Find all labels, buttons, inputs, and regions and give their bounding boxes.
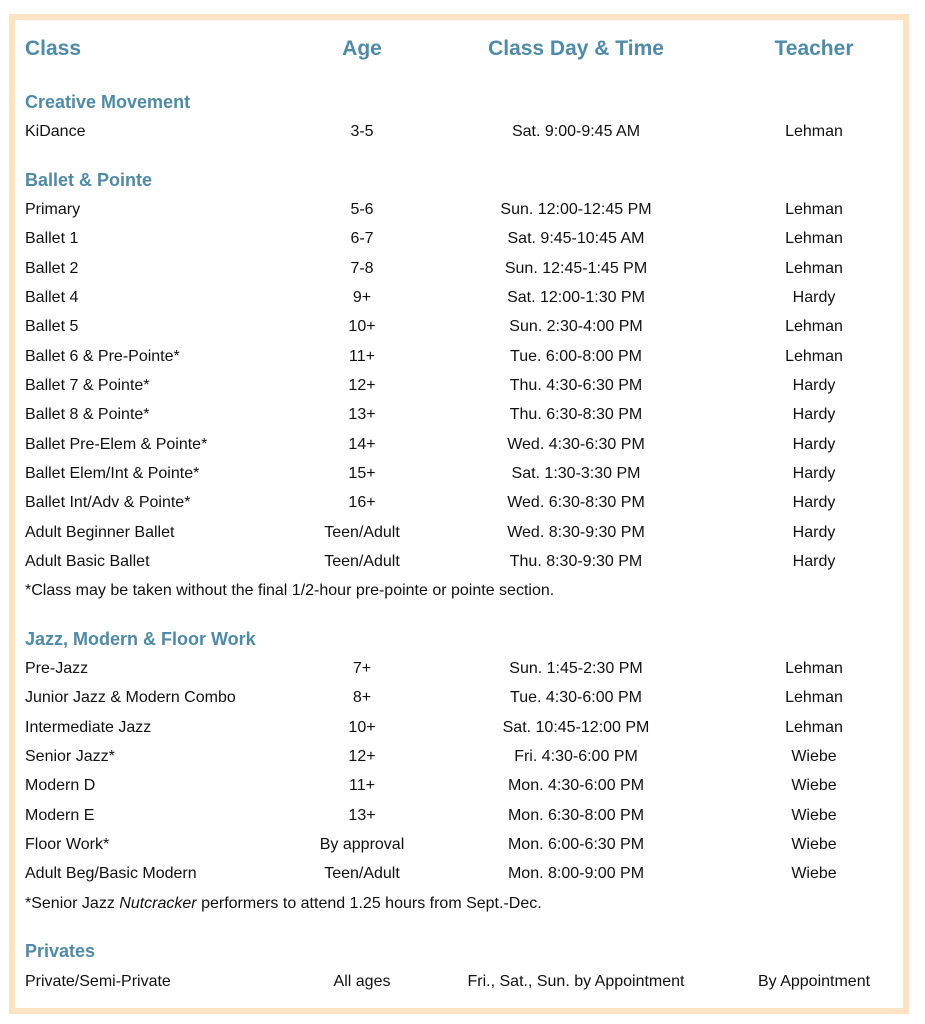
- class-age: Teen/Adult: [324, 524, 400, 541]
- class-name: Senior Jazz*: [25, 748, 115, 765]
- class-teacher: Lehman: [785, 719, 843, 736]
- class-age: 13+: [348, 807, 376, 824]
- class-age: Teen/Adult: [324, 865, 400, 882]
- class-age: 12+: [348, 748, 376, 765]
- class-time: Mon. 4:30-6:00 PM: [507, 777, 645, 794]
- class-teacher: Lehman: [785, 318, 843, 335]
- class-teacher: Wiebe: [791, 807, 837, 824]
- class-time: Sun. 2:30-4:00 PM: [509, 318, 643, 335]
- table-row: [15, 686, 903, 710]
- class-age: 8+: [352, 689, 372, 706]
- table-row: [15, 716, 903, 740]
- class-age: 10+: [348, 719, 376, 736]
- class-time: Sun. 12:00-12:45 PM: [500, 201, 652, 218]
- class-time: Tue. 4:30-6:00 PM: [510, 689, 642, 706]
- class-age: 15+: [348, 465, 376, 482]
- class-name: Modern D: [25, 777, 96, 794]
- class-name: Modern E: [25, 807, 95, 824]
- table-row: [15, 227, 903, 251]
- class-name: Ballet 2: [25, 260, 79, 277]
- class-name: Junior Jazz & Modern Combo: [25, 689, 236, 706]
- class-age: 7+: [352, 660, 372, 677]
- class-teacher: Wiebe: [791, 748, 837, 765]
- class-teacher: Lehman: [785, 230, 843, 247]
- class-teacher: Wiebe: [791, 836, 837, 853]
- table-row: [15, 257, 903, 281]
- class-time: Sat. 9:45-10:45 AM: [507, 230, 645, 247]
- class-teacher: Hardy: [792, 494, 836, 511]
- table-row: [15, 403, 903, 427]
- jazz-footnote-title: Nutcracker: [119, 895, 197, 912]
- class-time: Thu. 8:30-9:30 PM: [509, 553, 643, 570]
- header-class: Class: [25, 37, 82, 60]
- class-time: Fri. 4:30-6:00 PM: [514, 748, 638, 765]
- class-name: Ballet 1: [25, 230, 79, 247]
- class-time: Sat. 9:00-9:45 AM: [511, 123, 641, 140]
- jazz-footnote-suffix: performers to attend 1.25 hours from Sept.-Dec.: [196, 895, 542, 912]
- table-row: [15, 774, 903, 798]
- class-name: Ballet 5: [25, 318, 79, 335]
- class-name: Primary: [25, 201, 81, 218]
- class-teacher: Hardy: [792, 406, 836, 423]
- class-age: 12+: [348, 377, 376, 394]
- class-teacher: Wiebe: [791, 777, 837, 794]
- class-teacher: By Appointment: [757, 973, 871, 990]
- header-teacher: Teacher: [774, 37, 854, 60]
- class-name: Private/Semi-Private: [25, 973, 171, 990]
- table-row: [15, 804, 903, 828]
- class-teacher: Hardy: [792, 436, 836, 453]
- table-row: [15, 521, 903, 545]
- class-teacher: Hardy: [792, 289, 836, 306]
- class-age: 13+: [348, 406, 376, 423]
- class-name: KiDance: [25, 123, 86, 140]
- table-row: [15, 286, 903, 310]
- class-teacher: Lehman: [785, 260, 843, 277]
- class-teacher: Lehman: [785, 348, 843, 365]
- header-age: Age: [342, 37, 382, 60]
- class-name: Floor Work*: [25, 836, 110, 853]
- table-row: [15, 462, 903, 486]
- class-teacher: Lehman: [785, 123, 843, 140]
- jazz-footnote-prefix: *Senior Jazz: [25, 895, 120, 912]
- table-row: [15, 657, 903, 681]
- class-age: 6-7: [350, 230, 374, 247]
- class-age: 5-6: [350, 201, 374, 218]
- class-name: Ballet Pre-Elem & Pointe*: [25, 436, 208, 453]
- class-teacher: Hardy: [792, 465, 836, 482]
- table-row: [15, 862, 903, 886]
- header-row: [15, 37, 903, 65]
- class-age: 11+: [349, 777, 375, 794]
- section-title-privates: Privates: [25, 941, 96, 961]
- class-time: Fri., Sat., Sun. by Appointment: [467, 973, 685, 990]
- class-age: 10+: [348, 318, 376, 335]
- class-name: Ballet 4: [25, 289, 79, 306]
- header-time: Class Day & Time: [488, 37, 664, 60]
- class-teacher: Lehman: [785, 689, 843, 706]
- class-name: Pre-Jazz: [25, 660, 89, 677]
- class-time: Sat. 10:45-12:00 PM: [502, 719, 650, 736]
- jazz-footnote: [25, 892, 542, 916]
- table-row: [15, 745, 903, 769]
- class-teacher: Lehman: [785, 660, 843, 677]
- table-row: [15, 550, 903, 574]
- table-row: [15, 433, 903, 457]
- class-time: Sat. 12:00-1:30 PM: [507, 289, 645, 306]
- class-time: Thu. 4:30-6:30 PM: [509, 377, 643, 394]
- class-teacher: Wiebe: [791, 865, 837, 882]
- class-time: Sun. 12:45-1:45 PM: [504, 260, 648, 277]
- class-age: Teen/Adult: [324, 553, 400, 570]
- class-name: Ballet 8 & Pointe*: [25, 406, 150, 423]
- class-time: Sat. 1:30-3:30 PM: [511, 465, 641, 482]
- class-name: Ballet Elem/Int & Pointe*: [25, 465, 200, 482]
- class-age: By approval: [319, 836, 405, 853]
- class-name: Intermediate Jazz: [25, 719, 152, 736]
- table-row: [15, 374, 903, 398]
- class-teacher: Lehman: [785, 201, 843, 218]
- class-age: 11+: [349, 348, 375, 365]
- table-row: [15, 198, 903, 222]
- class-time: Mon. 6:30-8:00 PM: [507, 807, 645, 824]
- class-age: All ages: [333, 973, 391, 990]
- class-name: Ballet Int/Adv & Pointe*: [25, 494, 191, 511]
- table-row: [15, 315, 903, 339]
- class-name: Ballet 6 & Pre-Pointe*: [25, 348, 180, 365]
- class-time: Wed. 6:30-8:30 PM: [507, 494, 645, 511]
- class-age: 3-5: [350, 123, 374, 140]
- table-row: [15, 345, 903, 369]
- class-time: Wed. 4:30-6:30 PM: [507, 436, 645, 453]
- table-row: [15, 491, 903, 515]
- class-time: Tue. 6:00-8:00 PM: [510, 348, 642, 365]
- class-name: Adult Beg/Basic Modern: [25, 865, 197, 882]
- class-name: Ballet 7 & Pointe*: [25, 377, 150, 394]
- class-time: Mon. 6:00-6:30 PM: [507, 836, 645, 853]
- class-age: 9+: [352, 289, 372, 306]
- class-age: 7-8: [350, 260, 374, 277]
- section-title-jazz-modern: Jazz, Modern & Floor Work: [25, 629, 256, 649]
- class-name: Adult Beginner Ballet: [25, 524, 175, 541]
- section-title-creative-movement: Creative Movement: [25, 92, 191, 112]
- table-row: [15, 970, 903, 994]
- class-age: 16+: [348, 494, 376, 511]
- class-teacher: Hardy: [792, 553, 836, 570]
- class-name: Adult Basic Ballet: [25, 553, 150, 570]
- class-time: Mon. 8:00-9:00 PM: [507, 865, 645, 882]
- schedule-frame: [9, 14, 909, 1014]
- section-title-ballet-pointe: Ballet & Pointe: [25, 170, 153, 190]
- class-age: 14+: [348, 436, 376, 453]
- class-time: Thu. 6:30-8:30 PM: [509, 406, 643, 423]
- class-time: Sun. 1:45-2:30 PM: [509, 660, 643, 677]
- table-row: [15, 833, 903, 857]
- table-row: [15, 120, 903, 144]
- ballet-footnote: *Class may be taken without the final 1/2-hour pre-pointe or pointe section.: [25, 582, 555, 599]
- class-teacher: Hardy: [792, 524, 836, 541]
- class-time: Wed. 8:30-9:30 PM: [507, 524, 645, 541]
- class-teacher: Hardy: [792, 377, 836, 394]
